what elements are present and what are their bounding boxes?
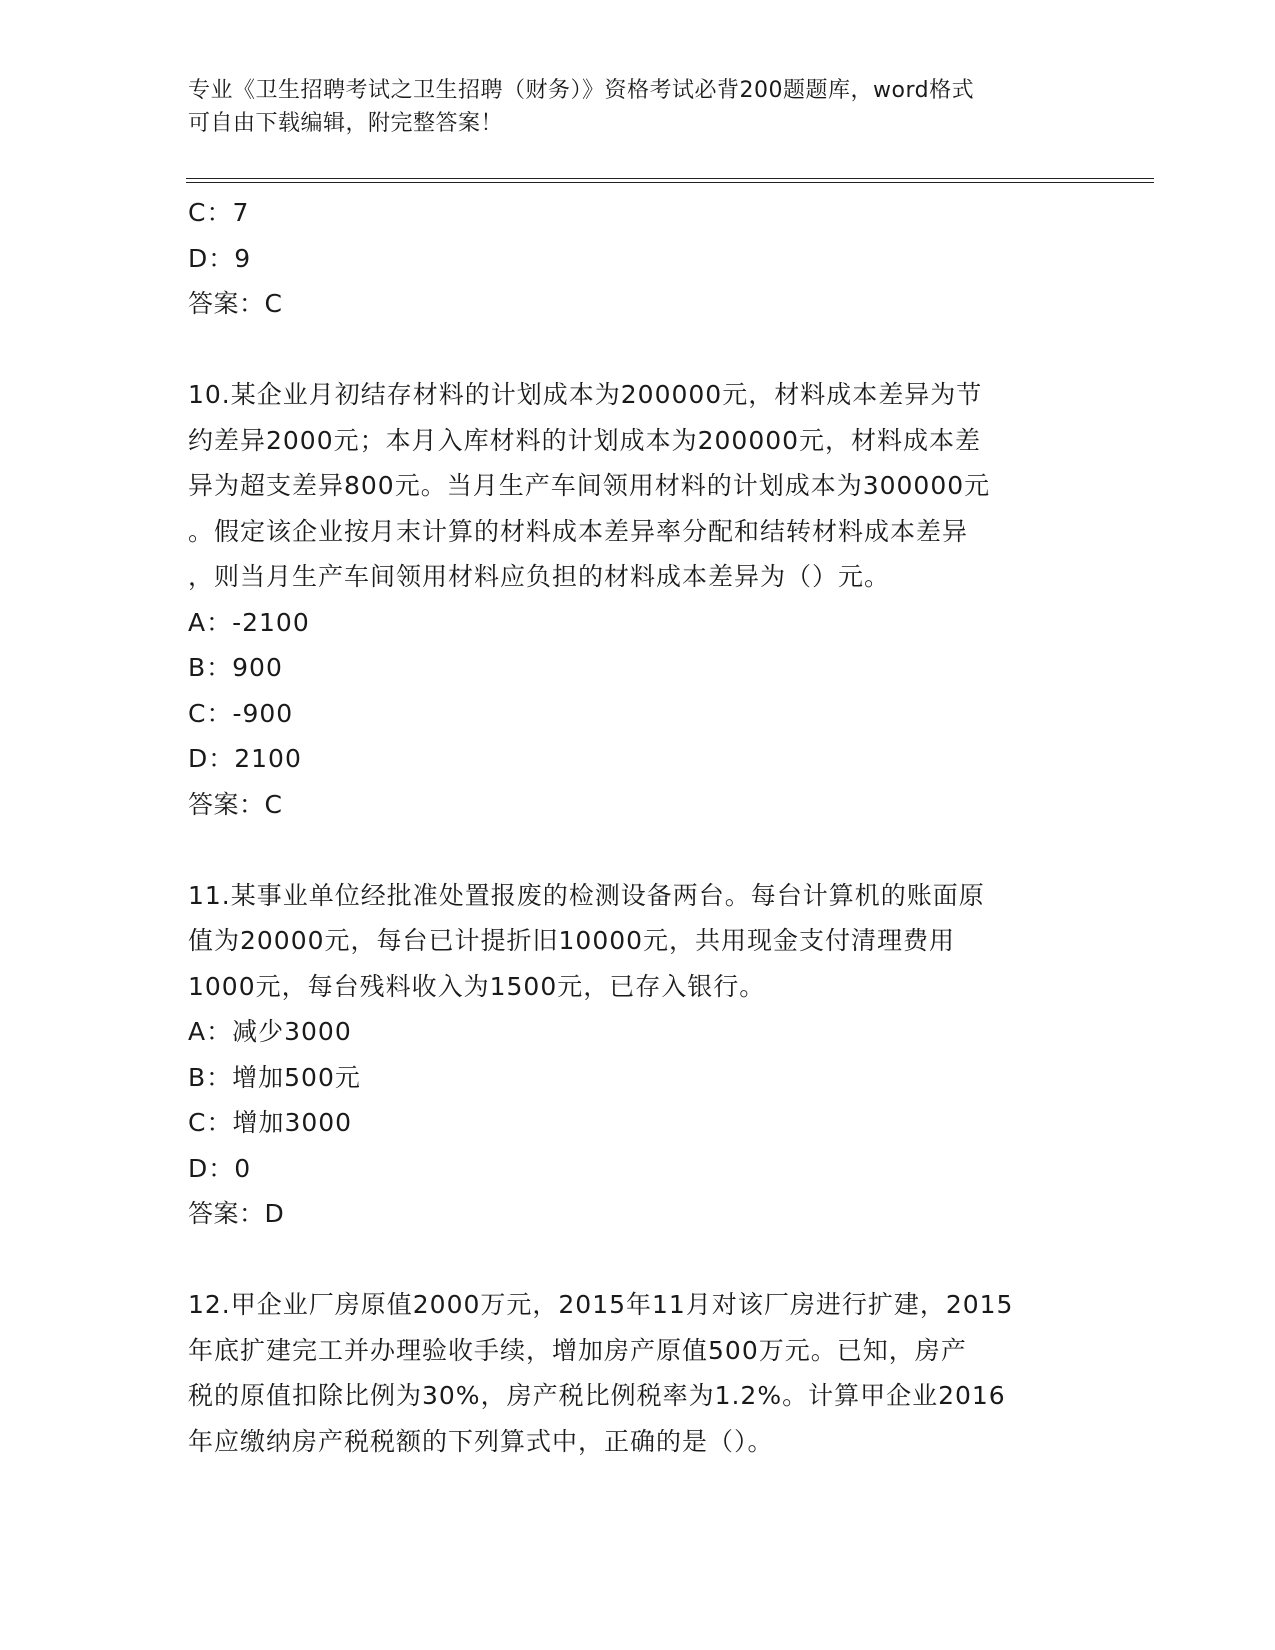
option-d: D：9 bbox=[188, 243, 252, 273]
question-text-line: 10.某企业月初结存材料的计划成本为200000元，材料成本差异为节 bbox=[188, 380, 983, 409]
option-d: D：2100 bbox=[188, 744, 302, 773]
option-c: C：-900 bbox=[188, 698, 294, 728]
option-b: B：900 bbox=[188, 653, 283, 682]
question-9-tail bbox=[188, 190, 1088, 327]
header-line-2: 可自由下载编辑，附完整答案！ bbox=[188, 111, 504, 136]
spacer bbox=[188, 827, 1088, 873]
question-text-line: 11.某事业单位经批准处置报废的检测设备两台。每台计算机的账面原 bbox=[188, 880, 985, 910]
option-a: A：减少3000 bbox=[188, 1017, 352, 1046]
question-text-line: 12.甲企业厂房原值2000万元，2015年11月对该厂房进行扩建，2015 bbox=[188, 1290, 1014, 1319]
question-text-line: 年应缴纳房产税税额的下列算式中，正确的是（）。 bbox=[188, 1426, 774, 1456]
question-12 bbox=[188, 1282, 1088, 1464]
spacer bbox=[188, 1237, 1088, 1283]
question-text-line: 值为20000元，每台已计提折旧10000元，共用现金支付清理费用 bbox=[188, 926, 956, 955]
question-text-line: ，则当月生产车间领用材料应负担的材料成本差异为（）元。 bbox=[188, 562, 891, 591]
option-c: C：增加3000 bbox=[188, 1108, 353, 1137]
header-double-rule bbox=[186, 178, 1154, 183]
question-text-line: 税的原值扣除比例为30%，房产税比例税率为1.2%。计算甲企业2016 bbox=[188, 1381, 1006, 1410]
option-c: C：7 bbox=[188, 198, 250, 227]
question-10 bbox=[188, 372, 1088, 827]
question-content bbox=[188, 190, 1088, 1464]
question-text-line: 约差异2000元；本月入库材料的计划成本为200000元，材料成本差 bbox=[188, 425, 982, 455]
question-text-line: 1000元，每台残料收入为1500元，已存入银行。 bbox=[188, 971, 766, 1001]
answer: 答案：D bbox=[188, 1199, 285, 1228]
document-header bbox=[188, 74, 1088, 140]
question-11 bbox=[188, 873, 1088, 1237]
answer: 答案：C bbox=[188, 789, 283, 819]
question-text-line: 异为超支差异800元。当月生产车间领用材料的计划成本为300000元 bbox=[188, 471, 991, 500]
header-line-1: 专业《卫生招聘考试之卫生招聘（财务）》资格考试必背200题题库，word格式 bbox=[188, 78, 975, 103]
spacer bbox=[188, 327, 1088, 373]
option-d: D：0 bbox=[188, 1153, 252, 1183]
answer: 答案：C bbox=[188, 289, 283, 318]
option-b: B：增加500元 bbox=[188, 1062, 361, 1092]
question-text-line: 。假定该企业按月末计算的材料成本差异率分配和结转材料成本差异 bbox=[188, 516, 969, 546]
question-text-line: 年底扩建完工并办理验收手续，增加房产原值500万元。已知，房产 bbox=[188, 1335, 967, 1365]
option-a: A：-2100 bbox=[188, 607, 310, 637]
